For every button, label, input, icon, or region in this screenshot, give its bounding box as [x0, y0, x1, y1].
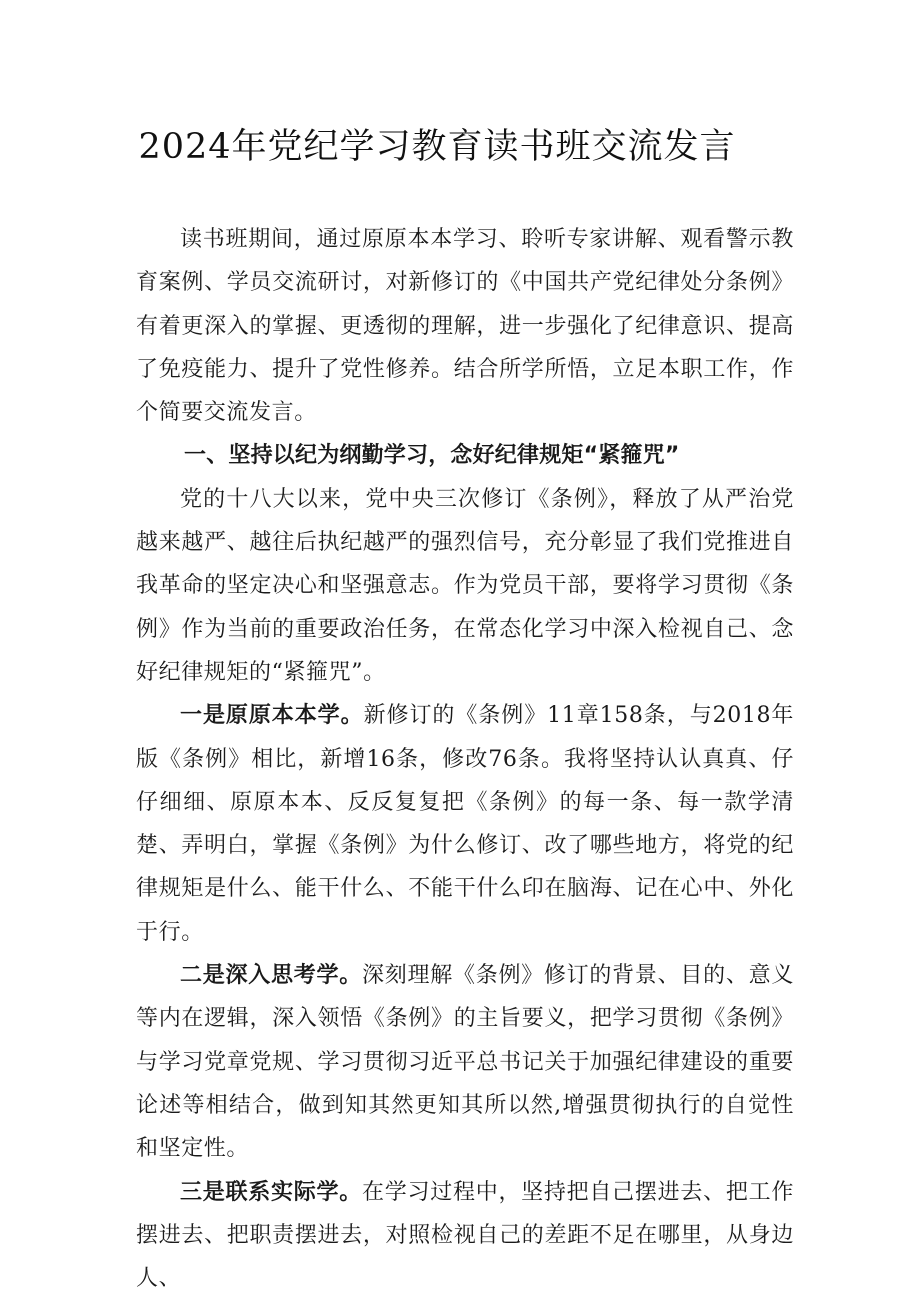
point-text: 新修订的《条例》11章158条，与2018年版《条例》相比，新增16条，修改76条。我将坚持认认真真、仔仔细细、原原本本、反反复复把《条例》的每一条、每一款学清楚、弄明白，掌握《条例》为什么修订、改了哪些地方，将党的纪律规矩是什么、能干什么、不能干什么印在脑海、记在心中、外化于行。 [136, 703, 794, 945]
section-heading: 一、坚持以纪为纲勤学习，念好纪律规矩“紧箍咒” [184, 443, 680, 469]
point-lead: 二是深入思考学。 [180, 963, 362, 989]
point-paragraph [136, 1171, 794, 1301]
point-lead: 三是联系实际学。 [180, 1179, 362, 1205]
point-lead: 一是原原本本学。 [180, 703, 364, 729]
document-body [136, 218, 794, 1300]
section-paragraph: 党的十八大以来，党中央三次修订《条例》，释放了从严治党越来越严、越往后执纪越严的强烈信号，充分彰显了我们党推进自我革命的坚定决心和坚强意志。作为党员干部，要将学习贯彻《条例》作为当前的重要政治任务，在常态化学习中深入检视自己、念好纪律规矩的“紧箍咒”。 [136, 486, 794, 685]
document-title: 2024年党纪学习教育读书班交流发言 [138, 127, 736, 167]
point-paragraph [136, 694, 794, 954]
intro-paragraph: 读书班期间，通过原原本本学习、聆听专家讲解、观看警示教育案例、学员交流研讨，对新修订的《中国共产党纪律处分条例》有着更深入的掌握、更透彻的理解，进一步强化了纪律意识、提高了免疫能力、提升了党性修养。结合所学所悟，立足本职工作，作个简要交流发言。 [136, 227, 794, 426]
point-text: 深刻理解《条例》修订的背景、目的、意义等内在逻辑，深入领悟《条例》的主旨要义，把学习贯彻《条例》与学习党章党规、学习贯彻习近平总书记关于加强纪律建设的重要论述等相结合，做到知其然更知其所以然,增强贯彻执行的自觉性和坚定性。 [136, 963, 794, 1162]
point-text: 在学习过程中，坚持把自己摆进去、把工作摆进去、把职责摆进去，对照检视自己的差距不足在哪里，从身边人、 [136, 1179, 794, 1292]
point-paragraph [136, 954, 794, 1170]
